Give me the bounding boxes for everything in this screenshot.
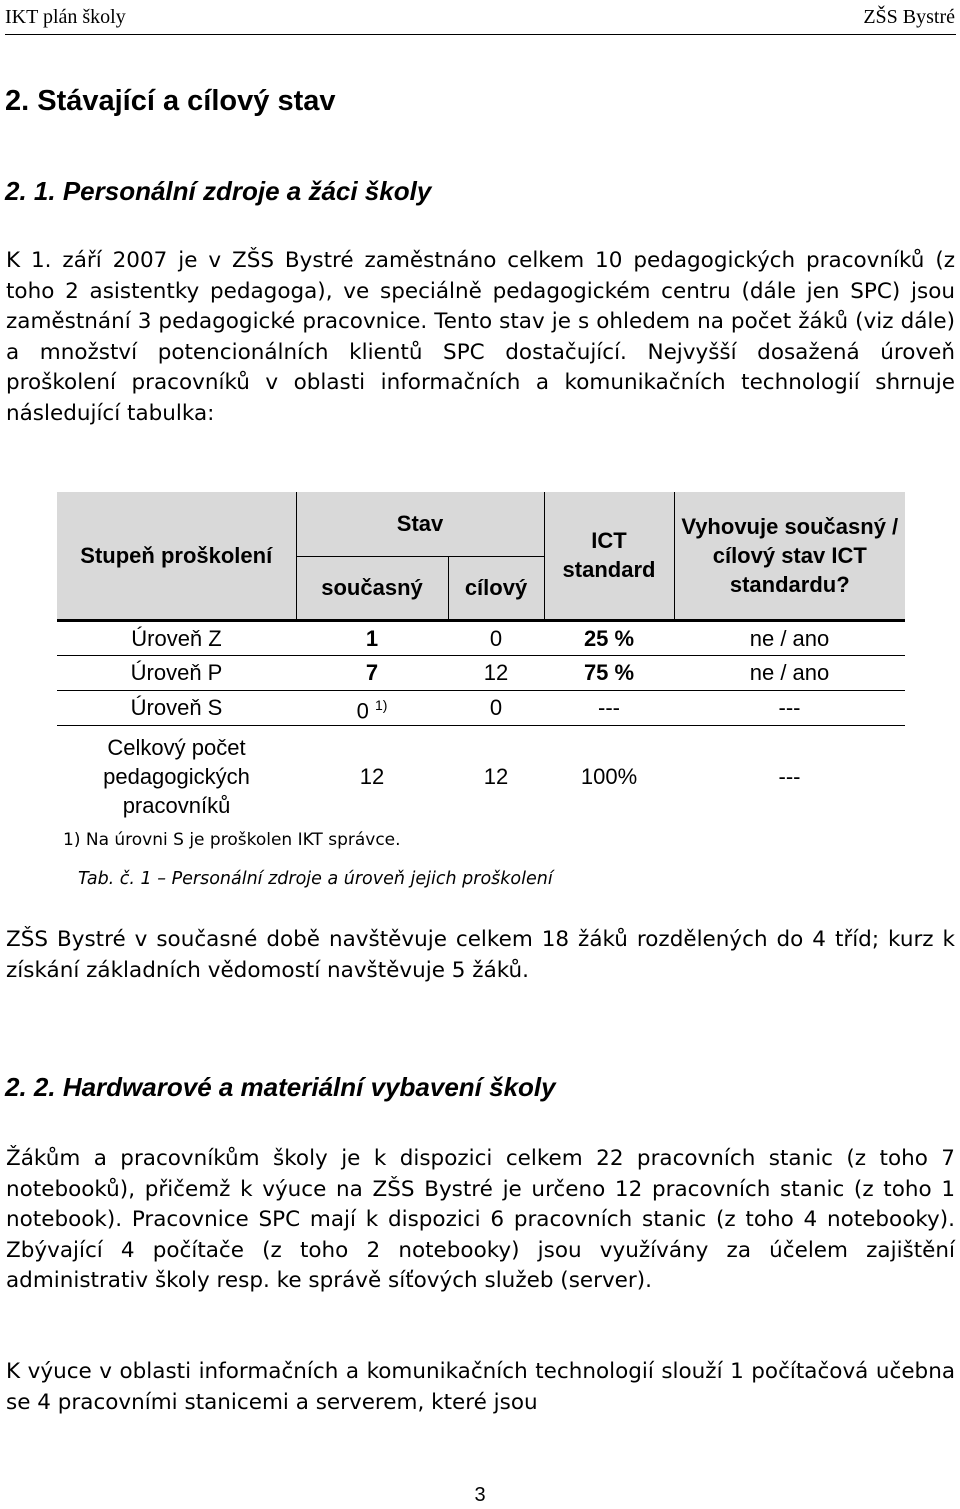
cell-ict: 75 %: [544, 655, 674, 690]
table-row: [57, 726, 905, 826]
table-row: [57, 655, 905, 690]
cell-compliance: ---: [674, 690, 905, 725]
cell-current: 7: [296, 655, 448, 690]
cell-ict: ---: [544, 690, 674, 725]
paragraph-classroom: K výuce v oblasti informačních a komunikačních technologií slouží 1 počítačová učebna se 4 pracovními stanicemi a serverem, které jsou: [6, 1359, 955, 1415]
cell-ict: 25 %: [544, 620, 674, 655]
header-compliance: Vyhovuje současný / cílový stav ICT standardu?: [674, 492, 905, 620]
header-stav: Stav: [296, 492, 544, 556]
footnote-marker: 1): [374, 696, 388, 713]
cell-target: 0: [448, 620, 544, 655]
header-current: současný: [296, 556, 448, 620]
cell-current: 12: [359, 763, 385, 789]
section-title: 2. Stávající a cílový stav: [5, 85, 336, 117]
header-target: cílový: [448, 556, 544, 620]
table-caption: Tab. č. 1 – Personální zdroje a úroveň jejich proškolení: [78, 869, 553, 889]
cell-level: Úroveň Z: [57, 620, 296, 655]
cell-current: 1: [296, 620, 448, 655]
header-rule: [5, 34, 956, 35]
subsection-title-hardware: 2. 2. Hardwarové a materiální vybavení školy: [5, 1072, 556, 1102]
header-ict-standard: ICT standard: [544, 492, 674, 620]
cell-level: Úroveň S: [57, 690, 296, 725]
running-header-left: IKT plán školy: [5, 6, 126, 28]
subsection-title-personnel: 2. 1. Personální zdroje a žáci školy: [5, 176, 432, 206]
table-row: [57, 620, 905, 655]
paragraph-pupils: ZŠS Bystré v současné době navštěvuje celkem 18 žáků rozdělených do 4 tříd; kurz k získání základních vědomostí navštěvuje 5 žáků.: [6, 927, 955, 983]
cell-level: Úroveň P: [57, 655, 296, 690]
paragraph-hardware: Žákům a pracovníkům školy je k dispozici celkem 22 pracovních stanic (z toho 7 notebooků), přičemž k výuce na ZŠS Bystré je určeno 12 pracovních stanic (z toho 1 notebook). Pracovnice SPC mají k dispozici 6 pracovních stanic (z toho 4 notebooky). Zbývající 4 počítače (z toho 2 notebooky) jsou využívány za účelem zajištění administrativ školy resp. ke správě síťových služeb (server).: [6, 1146, 955, 1293]
cell-compliance: ne / ano: [674, 655, 905, 690]
cell-current-with-note: [296, 690, 448, 725]
cell-target: 0: [448, 690, 544, 725]
table-row: [57, 690, 905, 725]
cell-target: 12: [483, 763, 509, 789]
cell-compliance: ---: [778, 763, 801, 789]
paragraph-staff: K 1. září 2007 je v ZŠS Bystré zaměstnáno celkem 10 pedagogických pracovníků (z toho 2 asistentky pedagoga), ve speciálně pedagogickém centru (dále jen SPC) jsou zaměstnání 3 pedagogické pracovnice. Tento stav je s ohledem na počet žáků (viz dále) a množství potencionálních klientů SPC dostačující. Nejvyšší dosažená úroveň proškolení pracovníků v oblasti informačních a komunikačních technologií shrnuje následující tabulka:: [6, 248, 955, 426]
header-level: Stupeň proškolení: [57, 492, 296, 620]
page-number: 3: [474, 1484, 486, 1506]
cell-compliance: ne / ano: [674, 620, 905, 655]
cell-ict: 100%: [580, 763, 638, 789]
cell-level: Celkový počet pedagogických pracovníků: [103, 734, 250, 818]
cell-target: 12: [448, 655, 544, 690]
cell-current: 0: [356, 698, 369, 724]
training-table: [57, 492, 905, 826]
running-header-right: ZŠS Bystré: [863, 6, 955, 28]
table-footnote: 1) Na úrovni S je proškolen IKT správce.: [63, 830, 401, 850]
